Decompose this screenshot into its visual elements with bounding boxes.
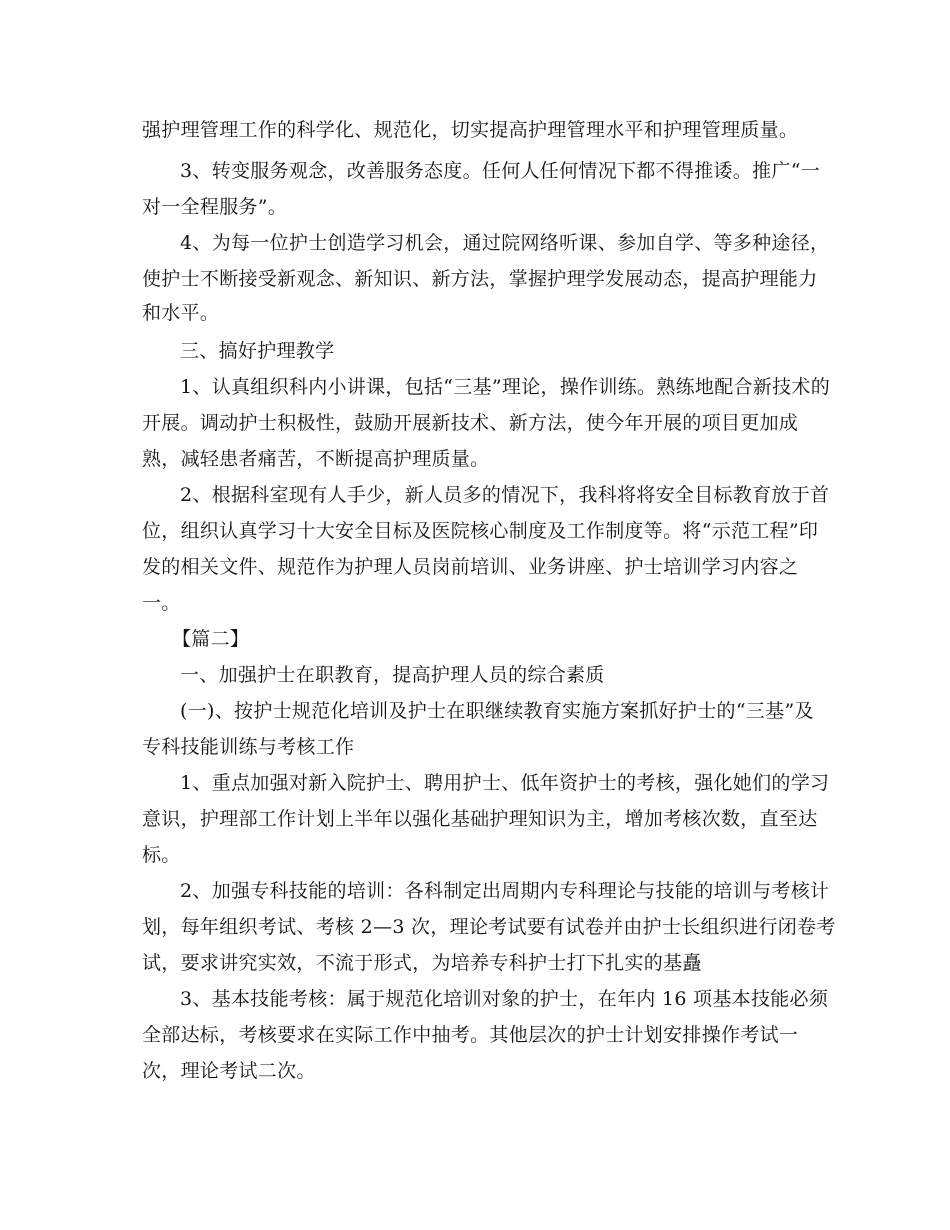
section-heading: 【篇二】 <box>172 628 250 650</box>
text-line: 开展。调动护士积极性，鼓励开展新技术、新方法，使今年开展的项目更加成 <box>142 412 799 434</box>
section-heading: 一、加强护士在职教育，提高护理人员的综合素质 <box>180 664 605 686</box>
text-line: 一。 <box>142 592 181 614</box>
text-line: 试，要求讲究实效，不流于形式，为培养专科护士打下扎实的基矗 <box>142 952 702 974</box>
text-line: 和水平。 <box>142 302 220 324</box>
text-line: 全部达标，考核要求在实际工作中抽考。其他层次的护士计划安排操作考试一 <box>142 1024 799 1046</box>
text-line: 1、认真组织科内小讲课，包括“三基”理论，操作训练。熟练地配合新技术的 <box>180 376 831 398</box>
text-line: 2、加强专科技能的培训：各科制定出周期内专科理论与技能的培训与考核计 <box>180 880 830 902</box>
text-line: 次，理论考试二次。 <box>142 1060 316 1082</box>
text-line: 发的相关文件、规范作为护理人员岗前培训、业务讲座、护士培训学习内容之 <box>142 556 799 578</box>
text-line: 意识，护理部工作计划上半年以强化基础护理知识为主，增加考核次数，直至达 <box>142 808 818 830</box>
text-line: 专科技能训练与考核工作 <box>142 736 355 758</box>
text-line: 使护士不断接受新观念、新知识、新方法，掌握护理学发展动态，提高护理能力 <box>142 268 818 290</box>
text-line: 对一全程服务”。 <box>142 196 288 218</box>
section-heading: 三、搞好护理教学 <box>180 340 335 362</box>
text-line: 强护理管理工作的科学化、规范化，切实提高护理管理水平和护理管理质量。 <box>142 119 799 141</box>
text-line: 熟，减轻患者痛苦，不断提高护理质量。 <box>142 448 490 470</box>
text-line: 3、基本技能考核：属于规范化培训对象的护士，在年内 16 项基本技能必须 <box>180 988 829 1010</box>
text-line: 4、为每一位护士创造学习机会，通过院网络听课、参加自学、等多种途径， <box>180 232 830 254</box>
text-line: 划，每年组织考试、考核 2—3 次，理论考试要有试卷并由护士长组织进行闭卷考 <box>142 916 836 938</box>
text-line: 位，组织认真学习十大安全目标及医院核心制度及工作制度等。将“示范工程”印 <box>142 520 819 542</box>
text-line: 1、重点加强对新入院护士、聘用护士、低年资护士的考核，强化她们的学习 <box>180 772 830 794</box>
text-line: (一)、按护士规范化培训及护士在职继续教育实施方案抓好护士的“三基”及 <box>180 700 814 722</box>
text-line: 标。 <box>142 844 181 866</box>
text-line: 3、转变服务观念，改善服务态度。任何人任何情况下都不得推诿。推广“一 <box>180 160 821 182</box>
text-line: 2、根据科室现有人手少，新人员多的情况下，我科将将安全目标教育放于首 <box>180 484 830 506</box>
